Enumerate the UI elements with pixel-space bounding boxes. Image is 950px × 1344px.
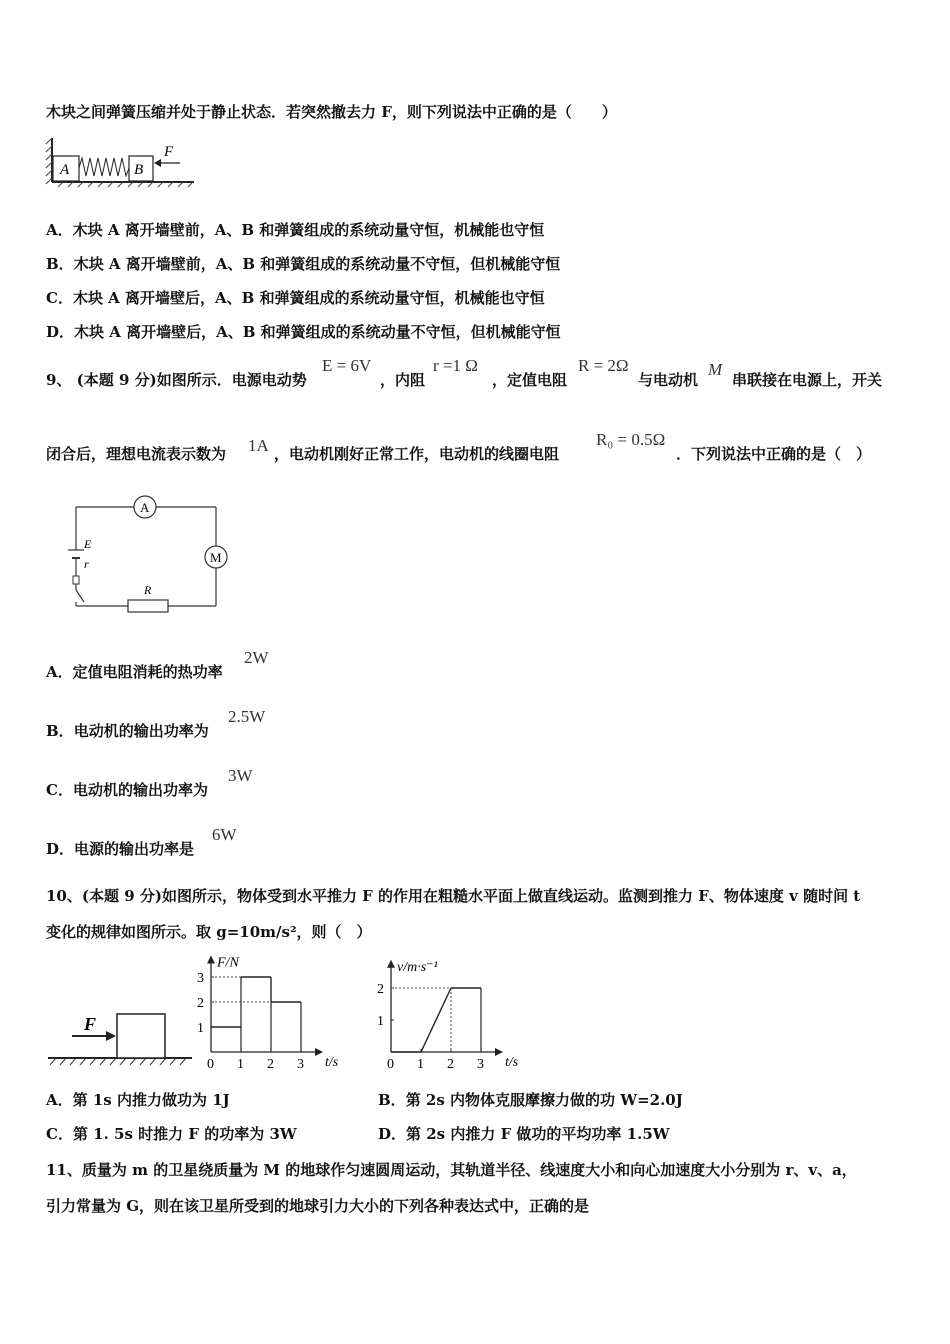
q8-option-d: D．木块 A 离开墙壁后，A、B 和弹簧组成的系统动量不守恒，但机械能守恒: [46, 323, 561, 341]
x-axis-arrow: [495, 1048, 503, 1056]
q10-option-c: C．第 1. 5s 时推力 F 的功率为 3W: [46, 1125, 297, 1143]
y-tick-label: 3: [197, 971, 204, 986]
y-axis-label: v/m·s⁻¹: [397, 959, 438, 975]
q9-math-r: r =1 Ω: [433, 356, 478, 375]
q9-circuit-figure: [66, 492, 236, 614]
q9-text-2: ，内阻: [380, 371, 426, 389]
resistor: [128, 600, 168, 612]
q9-text-7: ，电动机刚好正常工作，电动机的线圈电阻: [274, 445, 560, 463]
q11-stem-line1: 11、质量为 m 的卫星绕质量为 M 的地球作匀速圆周运动，其轨道半径、线速度大小和向心加速度大小分别为 r、v、a，: [46, 1161, 857, 1179]
q9-text-5: 串联接在电源上，开关: [732, 371, 883, 389]
y-axis-label: F/N: [217, 955, 239, 971]
x-tick-label: 3: [297, 1057, 304, 1068]
q9-text-4: 与电动机: [638, 371, 699, 389]
q9-math-R: R = 2Ω: [578, 356, 629, 375]
q9-option-b: B．电动机的输出功率为: [46, 722, 209, 740]
x-axis-arrow: [315, 1048, 323, 1056]
q9-option-a-math: 2W: [244, 648, 269, 667]
x-tick-label: 0: [207, 1057, 214, 1068]
q9-math-I: 1A: [248, 436, 269, 455]
y-tick-label: 2: [197, 996, 204, 1011]
q10-option-b: B．第 2s 内物体克服摩擦力做的功 W=2.0J: [378, 1091, 683, 1109]
q9-text-8: ．下列说法中正确的是（ ）: [676, 445, 872, 463]
q9-option-b-math: 2.5W: [228, 707, 266, 726]
motor-label: M: [210, 550, 222, 565]
q10-block-figure: [44, 1008, 194, 1068]
q10-stem-line1: 10、(本题 9 分)如图所示，物体受到水平推力 F 的作用在粗糙水平面上做直线运动。监测到推力 F、物体速度 v 随时间 t: [46, 887, 861, 905]
push-force-label: F: [84, 1014, 97, 1034]
internal-r-label: r: [84, 557, 89, 571]
ammeter-label: A: [140, 500, 150, 515]
y-tick-label: 2: [377, 982, 384, 997]
q9-stem-line1: 9、 (本题 9 分)如图所示．电源电动势: [46, 371, 307, 389]
y-axis-arrow: [387, 960, 395, 968]
q9-option-d-math: 6W: [212, 825, 237, 844]
q9-math-R0: R₀ = 0.5Ω: [596, 430, 666, 449]
emf-label: E: [84, 537, 92, 551]
x-axis-label: t/s: [505, 1055, 519, 1068]
force-f-label: F: [164, 144, 174, 160]
y-tick-label: 1: [377, 1014, 384, 1029]
x-tick-label: 0: [387, 1057, 394, 1068]
q9-text-3: ，定值电阻: [492, 371, 568, 389]
q9-stem-line2: 闭合后，理想电流表示数为: [46, 445, 227, 463]
q8-option-b: B．木块 A 离开墙壁前，A、B 和弹簧组成的系统动量不守恒，但机械能守恒: [46, 255, 561, 273]
x-tick-label: 1: [417, 1057, 424, 1068]
q11-stem-line2: 引力常量为 G，则在该卫星所受到的地球引力大小的下列各种表达式中，正确的是: [46, 1197, 590, 1215]
force-time-chart: [188, 950, 338, 1068]
x-tick-label: 2: [267, 1057, 274, 1068]
resistor-label: R: [144, 583, 152, 597]
x-tick-label: 1: [237, 1057, 244, 1068]
q9-math-M: M: [708, 360, 723, 379]
y-axis-arrow: [207, 956, 215, 964]
x-tick-label: 3: [477, 1057, 484, 1068]
q9-option-d: D．电源的输出功率是: [46, 840, 195, 858]
q9-option-a: A．定值电阻消耗的热功率: [46, 663, 223, 681]
q9-option-c: C．电动机的输出功率为: [46, 781, 208, 799]
q10-option-d: D．第 2s 内推力 F 做功的平均功率 1.5W: [378, 1125, 670, 1143]
q8-stem: 木块之间弹簧压缩并处于静止状态．若突然撤去力 F，则下列说法中正确的是（ ）: [46, 103, 617, 121]
block-b-label: B: [134, 162, 144, 178]
velocity-segment: [421, 988, 451, 1052]
velocity-time-chart: [368, 950, 528, 1068]
block-a-label: A: [60, 162, 70, 178]
q8-spring-figure: [44, 136, 204, 188]
y-tick-label: 1: [197, 1021, 204, 1036]
x-tick-label: 2: [447, 1057, 454, 1068]
q10-option-a: A．第 1s 内推力做功为 1J: [46, 1091, 230, 1109]
x-axis-label: t/s: [325, 1055, 338, 1068]
q9-option-c-math: 3W: [228, 766, 253, 785]
q8-option-a: A．木块 A 离开墙壁前，A、B 和弹簧组成的系统动量守恒，机械能也守恒: [46, 221, 545, 239]
q10-stem-line2: 变化的规律如图所示。取 g=10m/s²，则（ ）: [46, 923, 372, 941]
q8-option-c: C．木块 A 离开墙壁后，A、B 和弹簧组成的系统动量守恒，机械能也守恒: [46, 289, 545, 307]
q9-math-emf: E = 6V: [322, 356, 372, 375]
